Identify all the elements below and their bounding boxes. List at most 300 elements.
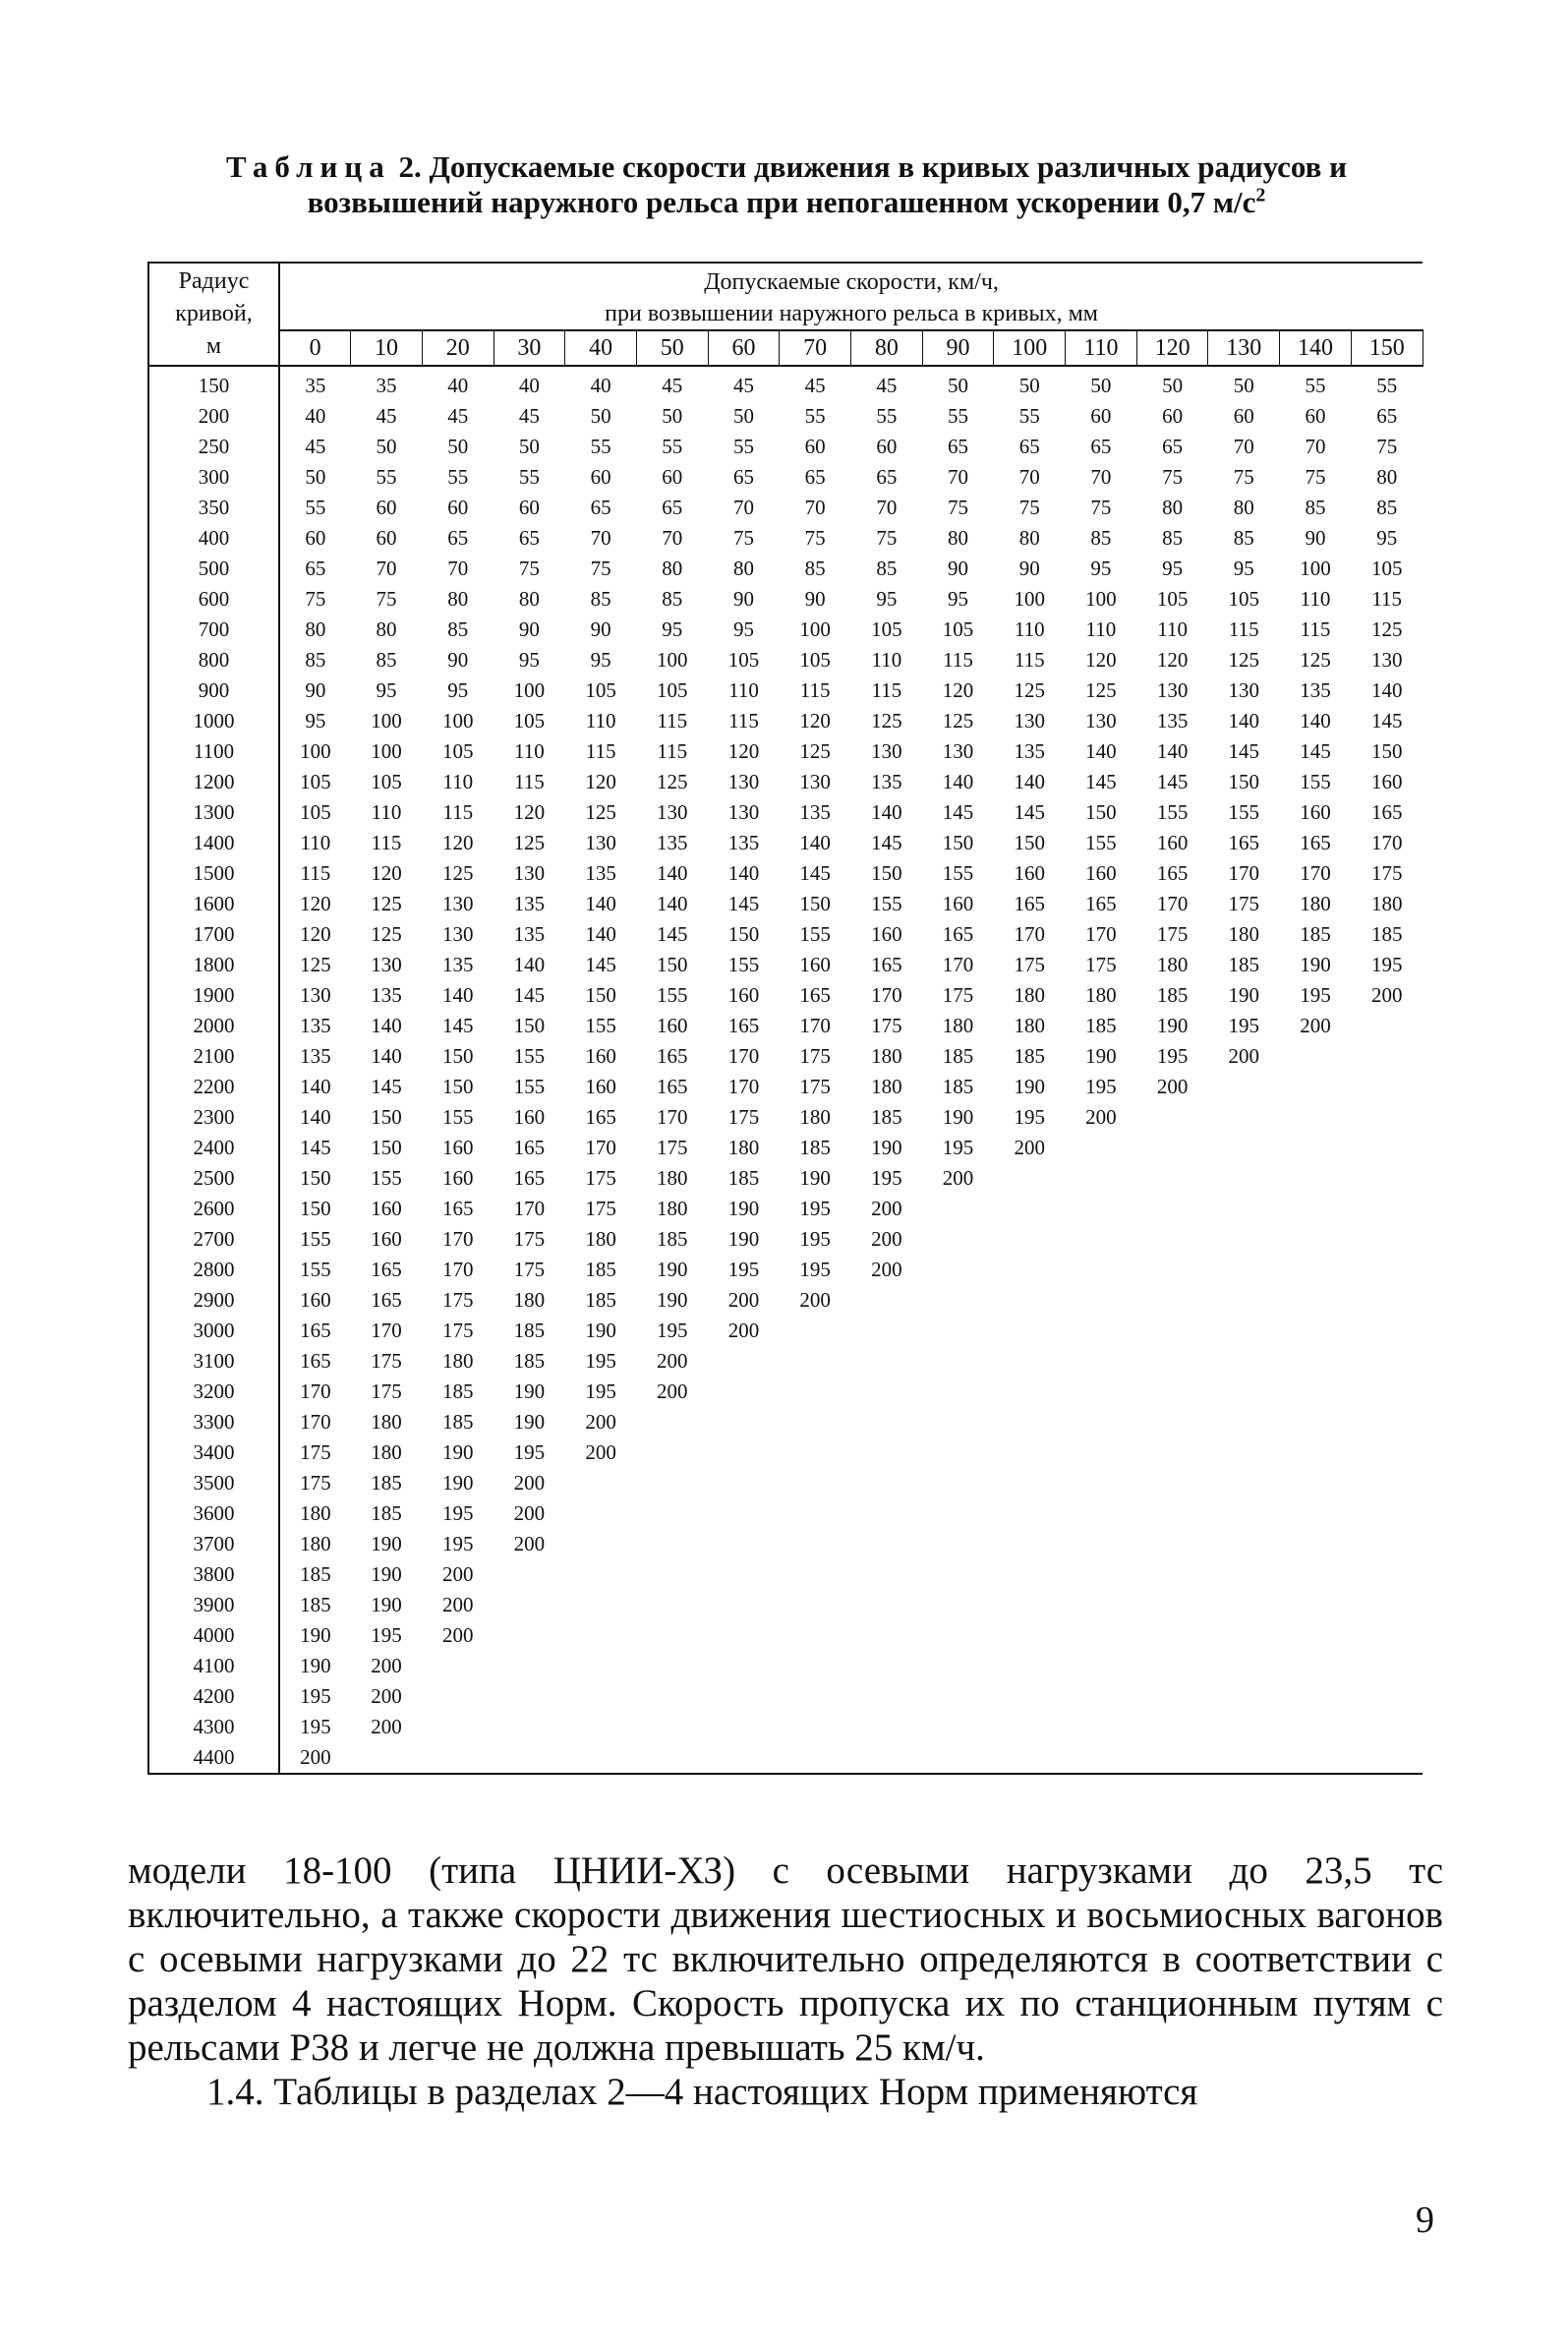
table-row	[148, 1133, 1423, 1163]
speed-cell: 195	[727, 1258, 760, 1281]
speed-cell: 180	[371, 1440, 402, 1464]
speed-cell	[851, 1498, 923, 1529]
speed-cell: 140	[513, 953, 546, 976]
speed-cell: 185	[585, 1288, 616, 1312]
radius-cell: 700	[148, 615, 279, 645]
speed-cell	[1208, 1285, 1280, 1316]
speed-cell: 185	[657, 1227, 688, 1251]
speed-cell: 190	[727, 1197, 760, 1220]
speed-cell: 100	[1085, 587, 1117, 611]
speed-cell	[1136, 1437, 1208, 1468]
speed-cell: 105	[657, 678, 688, 702]
speed-cell	[922, 1316, 994, 1346]
speed-cell	[1208, 1590, 1280, 1620]
speed-cell	[1208, 1620, 1280, 1651]
speed-cell	[1280, 1712, 1352, 1742]
speed-cell	[1351, 1255, 1423, 1285]
speed-cell: 200	[871, 1227, 902, 1251]
speed-cell: 195	[371, 1623, 402, 1647]
speed-cell: 110	[871, 648, 902, 672]
speed-cell: 65	[590, 496, 611, 519]
speed-cell: 75	[876, 526, 898, 550]
speed-cell: 160	[513, 1105, 546, 1129]
speed-cell: 190	[727, 1227, 760, 1251]
speed-cell: 140	[799, 831, 831, 854]
speed-cell: 160	[1085, 861, 1117, 885]
speed-cell: 180	[1085, 983, 1117, 1007]
speed-cell: 175	[1228, 892, 1260, 915]
speed-cell: 140	[1085, 739, 1117, 763]
speed-cell: 120	[300, 922, 331, 946]
speed-cell: 140	[1300, 709, 1331, 733]
speed-cell: 185	[371, 1501, 402, 1525]
speed-cell: 175	[513, 1227, 546, 1251]
speed-cell: 120	[1156, 648, 1189, 672]
speed-cell	[708, 1620, 780, 1651]
speed-cell: 65	[518, 526, 540, 550]
speed-cell	[994, 1163, 1066, 1194]
speed-cell	[1066, 1133, 1137, 1163]
speed-cell: 200	[513, 1532, 546, 1555]
speed-cell: 200	[727, 1288, 760, 1312]
speed-cell	[851, 1620, 923, 1651]
radius-cell: 2600	[148, 1194, 279, 1224]
speed-cell: 130	[1014, 709, 1045, 733]
speed-cell: 65	[948, 435, 969, 458]
speed-cell: 55	[305, 496, 326, 519]
elevation-header-cell: 80	[851, 330, 923, 366]
speed-cell: 170	[1300, 861, 1331, 885]
speed-cell: 155	[441, 1105, 474, 1129]
speed-cell: 185	[1014, 1044, 1045, 1068]
speed-cell: 50	[662, 404, 683, 428]
speed-cell: 200	[727, 1319, 760, 1342]
radius-cell: 4000	[148, 1620, 279, 1651]
speed-cell: 60	[1305, 404, 1326, 428]
speed-cell: 145	[942, 800, 974, 824]
speed-cell: 120	[371, 861, 402, 885]
speed-cell: 35	[305, 374, 326, 397]
speeds-header-line: при возвышении наружного рельса в кривых, мм	[605, 301, 1098, 326]
speed-cell	[494, 1742, 565, 1774]
speed-cell: 100	[1014, 587, 1045, 611]
speed-cell	[780, 1498, 851, 1529]
elevation-header-cell: 150	[1351, 330, 1423, 366]
speed-cell: 130	[1156, 678, 1189, 702]
speed-cell	[708, 1742, 780, 1774]
radius-cell: 1900	[148, 980, 279, 1011]
speed-cell: 140	[300, 1075, 331, 1098]
speed-cell	[422, 1681, 494, 1712]
speed-cell: 195	[799, 1227, 831, 1251]
speed-cell	[1351, 1316, 1423, 1346]
speed-cell: 45	[662, 374, 683, 397]
speed-cell	[708, 1407, 780, 1437]
speed-cell	[1351, 1072, 1423, 1102]
speed-cell: 165	[585, 1105, 616, 1129]
table-row	[148, 1316, 1423, 1346]
speed-cell: 180	[513, 1288, 546, 1312]
speed-cell	[565, 1498, 637, 1529]
speed-cell: 110	[442, 770, 474, 793]
speed-cell	[636, 1742, 708, 1774]
speed-cell: 190	[657, 1258, 688, 1281]
speed-cell	[1280, 1620, 1352, 1651]
speed-cell: 200	[1300, 1014, 1331, 1037]
speed-cell: 145	[1156, 770, 1189, 793]
speed-cell	[1136, 1620, 1208, 1651]
speed-cell: 45	[518, 404, 540, 428]
speed-cell	[780, 1742, 851, 1774]
speed-cell: 70	[662, 526, 683, 550]
speed-cell	[565, 1620, 637, 1651]
speed-cell	[922, 1194, 994, 1224]
speed-cell: 105	[441, 739, 474, 763]
speed-cell: 180	[441, 1349, 474, 1373]
speed-cell	[1066, 1468, 1137, 1498]
speed-cell	[1066, 1194, 1137, 1224]
speed-cell	[1136, 1742, 1208, 1774]
speed-cell	[1066, 1712, 1137, 1742]
speed-cell: 40	[305, 404, 326, 428]
speed-cell	[851, 1681, 923, 1712]
speed-cell: 200	[279, 1742, 351, 1774]
speed-cell	[1351, 1194, 1423, 1224]
speed-cell	[1351, 1712, 1423, 1742]
speed-cell: 100	[371, 739, 402, 763]
speed-cell	[1280, 1041, 1352, 1072]
speed-cell: 80	[1233, 496, 1254, 519]
table-row	[148, 493, 1423, 523]
table-row	[148, 736, 1423, 767]
radius-cell: 1800	[148, 950, 279, 980]
speed-cell: 200	[942, 1166, 974, 1190]
speed-cell: 55	[518, 465, 540, 489]
table-row	[148, 1651, 1423, 1681]
speed-cell: 115	[1228, 617, 1259, 641]
speed-cell: 180	[1228, 922, 1260, 946]
speed-cell	[708, 1377, 780, 1407]
speed-cell: 185	[300, 1562, 331, 1586]
table-row	[148, 675, 1423, 706]
elevation-header-cell: 50	[636, 330, 708, 366]
radius-cell: 2400	[148, 1133, 279, 1163]
speed-cell: 105	[799, 648, 831, 672]
speed-cell: 155	[871, 892, 902, 915]
speed-cell: 95	[662, 617, 683, 641]
speed-cell	[1351, 1651, 1423, 1681]
speed-cell: 180	[371, 1410, 402, 1434]
speed-cell: 185	[300, 1593, 331, 1616]
radius-cell: 800	[148, 645, 279, 675]
speed-cell: 195	[1228, 1014, 1260, 1037]
speed-cell	[1066, 1590, 1137, 1620]
radius-cell: 3800	[148, 1559, 279, 1590]
speed-cell: 50	[1018, 374, 1040, 397]
speed-cell: 115	[799, 678, 831, 702]
speed-cell: 90	[1305, 526, 1326, 550]
speed-cell: 85	[1233, 526, 1254, 550]
speed-cell: 180	[942, 1014, 974, 1037]
speed-cell	[1280, 1407, 1352, 1437]
speed-cell: 190	[799, 1166, 831, 1190]
speed-cell: 185	[441, 1379, 474, 1403]
speed-cell: 100	[441, 709, 474, 733]
speed-cell	[1066, 1742, 1137, 1774]
speed-cell: 195	[1370, 953, 1403, 976]
speed-cell: 195	[300, 1684, 331, 1708]
speed-cell: 135	[300, 1014, 331, 1037]
speed-cell: 150	[727, 922, 760, 946]
speed-cell: 170	[371, 1319, 402, 1342]
speed-cell: 160	[441, 1166, 474, 1190]
speed-cell: 45	[305, 435, 326, 458]
speed-cell: 125	[1014, 678, 1045, 702]
speed-cell: 185	[585, 1258, 616, 1281]
speed-cell	[1280, 1377, 1352, 1407]
speed-cell	[922, 1529, 994, 1559]
speed-cell	[565, 1559, 637, 1590]
speed-cell: 115	[657, 709, 688, 733]
elevation-header-cell: 0	[279, 330, 351, 366]
speed-cell	[1066, 1163, 1137, 1194]
speed-cell	[494, 1681, 565, 1712]
speed-cell: 185	[1228, 953, 1260, 976]
table-body	[148, 366, 1423, 1774]
speed-cell	[636, 1407, 708, 1437]
table-row	[148, 432, 1423, 462]
speed-cell: 70	[876, 496, 898, 519]
speed-cell: 115	[514, 770, 545, 793]
speed-cell: 155	[1228, 800, 1260, 824]
speed-cell: 145	[727, 892, 760, 915]
speed-cell: 170	[1370, 831, 1403, 854]
speed-cell: 120	[799, 709, 831, 733]
radius-cell: 500	[148, 554, 279, 584]
speed-cell: 165	[1300, 831, 1331, 854]
speed-cell: 80	[948, 526, 969, 550]
table-row	[148, 401, 1423, 432]
elevation-header-cell: 110	[1066, 330, 1137, 366]
speed-cell: 160	[1156, 831, 1189, 854]
speed-cell: 70	[804, 496, 826, 519]
speed-cell	[1066, 1346, 1137, 1377]
speed-cell: 195	[1085, 1075, 1117, 1098]
speed-cell: 125	[300, 953, 331, 976]
speed-cell: 125	[371, 892, 402, 915]
speed-cell	[922, 1377, 994, 1407]
speed-cell: 50	[948, 374, 969, 397]
speed-cell: 85	[590, 587, 611, 611]
speed-cell	[636, 1712, 708, 1742]
speed-cell: 55	[948, 404, 969, 428]
speed-cell: 165	[727, 1014, 760, 1037]
speed-cell: 165	[300, 1349, 331, 1373]
speed-cell: 140	[1156, 739, 1189, 763]
speed-cell	[1208, 1102, 1280, 1133]
speed-cell: 135	[513, 922, 546, 946]
speed-cell: 190	[942, 1105, 974, 1129]
speed-cell	[1280, 1285, 1352, 1316]
speed-cell	[1066, 1529, 1137, 1559]
speed-cell: 190	[513, 1379, 546, 1403]
speed-cell: 130	[942, 739, 974, 763]
speed-cell: 145	[441, 1014, 474, 1037]
speed-cell: 155	[799, 922, 831, 946]
speed-cell	[1136, 1224, 1208, 1255]
speed-cell: 190	[371, 1562, 402, 1586]
speed-cell: 160	[1370, 770, 1403, 793]
speed-cell: 200	[585, 1440, 616, 1464]
speed-cell: 80	[1162, 496, 1184, 519]
table-row	[148, 1224, 1423, 1255]
speed-cell: 85	[447, 617, 469, 641]
speed-cell	[851, 1712, 923, 1742]
speed-cell: 90	[948, 557, 969, 580]
speed-cell: 155	[513, 1044, 546, 1068]
speed-cell	[1066, 1498, 1137, 1529]
speed-cell: 90	[732, 587, 754, 611]
speed-cell: 185	[942, 1044, 974, 1068]
speed-cell: 180	[871, 1044, 902, 1068]
speed-cell	[994, 1468, 1066, 1498]
speed-cell: 110	[1014, 617, 1045, 641]
speed-cell: 200	[1370, 983, 1403, 1007]
radius-cell: 2800	[148, 1255, 279, 1285]
elevation-header-row	[148, 330, 1423, 366]
speed-cell: 65	[876, 465, 898, 489]
speed-cell: 70	[447, 557, 469, 580]
speed-cell: 195	[1156, 1044, 1189, 1068]
speed-cell: 175	[371, 1349, 402, 1373]
radius-cell: 4300	[148, 1712, 279, 1742]
speed-cell: 150	[871, 861, 902, 885]
speed-cell: 80	[305, 617, 326, 641]
speed-cell	[494, 1590, 565, 1620]
table-row	[148, 1041, 1423, 1072]
speed-cell	[1280, 1224, 1352, 1255]
speed-cell	[780, 1437, 851, 1468]
speed-cell: 95	[1233, 557, 1254, 580]
speed-cell: 140	[657, 861, 688, 885]
speed-cell: 60	[1233, 404, 1254, 428]
speed-cell: 185	[1370, 922, 1403, 946]
elevation-header-cell: 70	[780, 330, 851, 366]
speed-cell	[1351, 1163, 1423, 1194]
speed-cell: 35	[376, 374, 397, 397]
speed-cell: 155	[727, 953, 760, 976]
speeds-group-header	[279, 263, 1423, 330]
speed-cell: 195	[1300, 983, 1331, 1007]
speed-cell: 165	[441, 1197, 474, 1220]
radius-cell: 2100	[148, 1041, 279, 1072]
speed-cell: 170	[1014, 922, 1045, 946]
speed-cell: 145	[657, 922, 688, 946]
speed-cell: 145	[585, 953, 616, 976]
speed-cell: 130	[300, 983, 331, 1007]
speed-cell: 130	[727, 770, 760, 793]
speed-cell: 50	[518, 435, 540, 458]
speed-cell: 170	[441, 1258, 474, 1281]
speed-cell: 180	[657, 1197, 688, 1220]
speed-cell	[994, 1651, 1066, 1681]
speed-cell: 55	[376, 465, 397, 489]
speed-cell: 130	[371, 953, 402, 976]
speed-cell	[1208, 1194, 1280, 1224]
radius-cell: 1700	[148, 919, 279, 950]
radius-cell: 4400	[148, 1742, 279, 1774]
speed-cell: 70	[1233, 435, 1254, 458]
speed-cell: 130	[1228, 678, 1260, 702]
table-row	[148, 1590, 1423, 1620]
speed-cell: 160	[371, 1227, 402, 1251]
speed-cell	[1208, 1407, 1280, 1437]
table-row	[148, 1255, 1423, 1285]
speed-cell: 60	[376, 526, 397, 550]
speed-cell: 125	[513, 831, 546, 854]
speed-cell	[565, 1468, 637, 1498]
speed-cell: 190	[300, 1623, 331, 1647]
speed-cell	[1351, 1559, 1423, 1590]
speed-cell: 75	[1162, 465, 1184, 489]
speed-cell	[1280, 1255, 1352, 1285]
speed-cell: 145	[1300, 739, 1331, 763]
speed-cell: 95	[732, 617, 754, 641]
speed-cell	[1280, 1163, 1352, 1194]
speed-cell: 100	[513, 678, 546, 702]
speed-cell	[1136, 1285, 1208, 1316]
elevation-header-cell: 20	[422, 330, 494, 366]
speed-cell: 165	[942, 922, 974, 946]
speed-cell: 140	[1370, 678, 1403, 702]
speed-cell	[922, 1468, 994, 1498]
speed-cell: 95	[376, 678, 397, 702]
speed-cell: 140	[1228, 709, 1260, 733]
speed-cell: 155	[300, 1227, 331, 1251]
radius-header-line: кривой,	[175, 301, 253, 326]
speed-cell: 160	[371, 1197, 402, 1220]
speed-cell: 105	[1156, 587, 1189, 611]
radius-cell: 1500	[148, 858, 279, 889]
speed-cell	[565, 1742, 637, 1774]
speed-cell: 130	[441, 892, 474, 915]
speed-cell: 145	[799, 861, 831, 885]
speed-cell: 65	[662, 496, 683, 519]
speed-cell: 150	[300, 1166, 331, 1190]
speed-cell	[1351, 1377, 1423, 1407]
radius-cell: 250	[148, 432, 279, 462]
speed-cell	[994, 1346, 1066, 1377]
speed-cell	[994, 1224, 1066, 1255]
speed-cell: 125	[1228, 648, 1260, 672]
speed-cell	[851, 1407, 923, 1437]
speed-cell	[922, 1559, 994, 1590]
speed-cell	[708, 1498, 780, 1529]
speed-cell	[780, 1651, 851, 1681]
speed-cell	[1208, 1224, 1280, 1255]
speed-cell: 170	[300, 1379, 331, 1403]
speed-cell: 165	[371, 1288, 402, 1312]
speed-cell	[1280, 1529, 1352, 1559]
table-row	[148, 980, 1423, 1011]
speed-cell	[565, 1529, 637, 1559]
speed-cell: 130	[799, 770, 831, 793]
speed-cell	[994, 1255, 1066, 1285]
speed-cell: 140	[371, 1044, 402, 1068]
speed-cell: 50	[305, 465, 326, 489]
speed-cell: 170	[799, 1014, 831, 1037]
speed-cell: 155	[1085, 831, 1117, 854]
